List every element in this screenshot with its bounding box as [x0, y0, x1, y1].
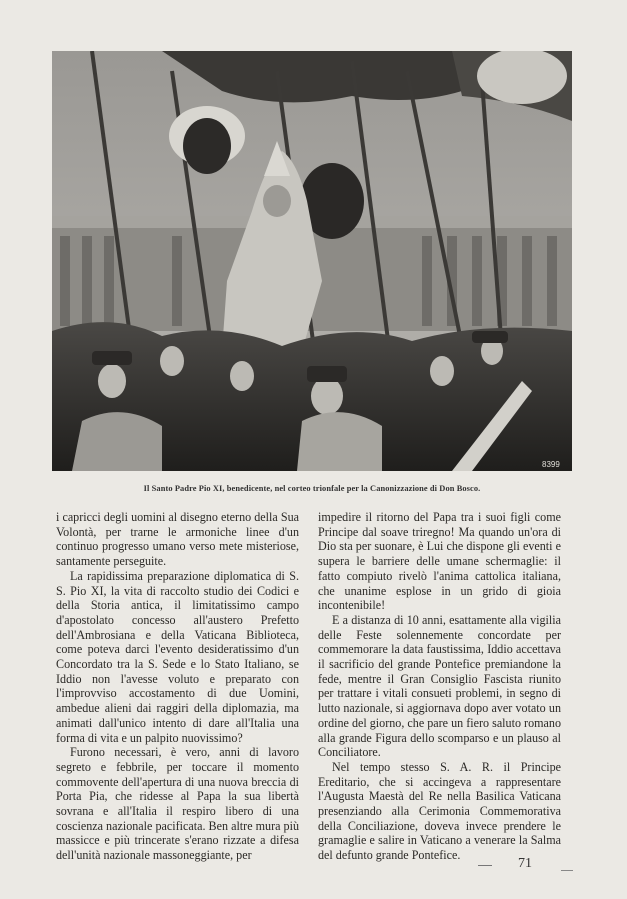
procession-photo — [52, 51, 572, 471]
photo-illustration — [52, 51, 572, 471]
left-column — [56, 510, 299, 863]
paragraph: La rapidissima preparazione diplomatica di S. S. Pio XI, la vita di raccolto studio dei Codici e della Storia antica, il limitatissimo campo d'apostolato concesso all'austero Prefetto dell'Ambrosiana e della Vaticana Biblioteca, come poteva darci l'evento desideratissimo d'un Concordato tra la S. Sede e lo Stato Italiano, se Iddio non l'avesse voluto e preparato con l'improvviso accostamento di due Uomini, ambedue alieni dai raggiri della diplomazia, ma animati dall'unico intento di dare all'Italia una forma di vita e un palpito nuovissimo? — [56, 568, 299, 745]
photo-mark: 8399 — [542, 460, 560, 469]
paragraph: Furono necessari, è vero, anni di lavoro segreto e febbrile, per toccare il momento commovente dell'apertura di una nuova breccia di Porta Pia, che ridesse al Papa la sua libertà sovrana e all'Italia il respiro libero di una coscienza nazionale pacificata. Ben altre mura più massicce e più trincerate s'erano rizzate a difesa dell'unità nazionale massoneggiante, per — [56, 745, 299, 863]
paragraph: impedire il ritorno del Papa tra i suoi figli come Principe dal soave triregno! Ma quando un'ora di Dio sta per suonare, è Lui che dispone gli eventi e supera le barriere delle umane schermaglie: il fatto compiuto rivelò l'anima cattolica italiana, che unanime esplose in un grido di gioia incontenibile! — [318, 510, 561, 613]
decorative-dash — [561, 870, 573, 871]
paragraph: Nel tempo stesso S. A. R. il Principe Ereditario, che si accingeva a rappresentare l'Augusta Maestà del Re nella Basilica Vaticana presenziando alla Cerimonia Commemorativa della Conciliazione, doveva invece prendere le gramaglie e salire in Vaticano a venerare la Salma del defunto grande Pontefice. — [318, 759, 561, 863]
paragraph: i capricci degli uomini al disegno eterno della Sua Volontà, per trarne le armoniche linee d'un continuo progresso umano verso mete misteriose, santamente perseguite. — [56, 510, 299, 569]
right-column — [318, 510, 561, 863]
page-number: 71 — [518, 856, 532, 871]
photo-caption: Il Santo Padre Pio XI, benedicente, nel corteo trionfale per la Canonizzazione di Don Bosco. — [143, 484, 481, 493]
paragraph: E a distanza di 10 anni, esattamente alla vigilia delle Feste solennemente concordate per commemorare la data faustissima, Iddio accettava il sacrificio del grande Pontefice premiandone la fede, mentre il Gran Consiglio Fascista riunito per trattare i vitali consueti problemi, in segno di lutto nazionale, si aggiornava dopo aver votato un ordine del giorno, che pare un fiero saluto romano alla grande Figura dello scomparso e un plauso al Conciliatore. — [318, 612, 561, 760]
decorative-dash — [478, 865, 492, 866]
